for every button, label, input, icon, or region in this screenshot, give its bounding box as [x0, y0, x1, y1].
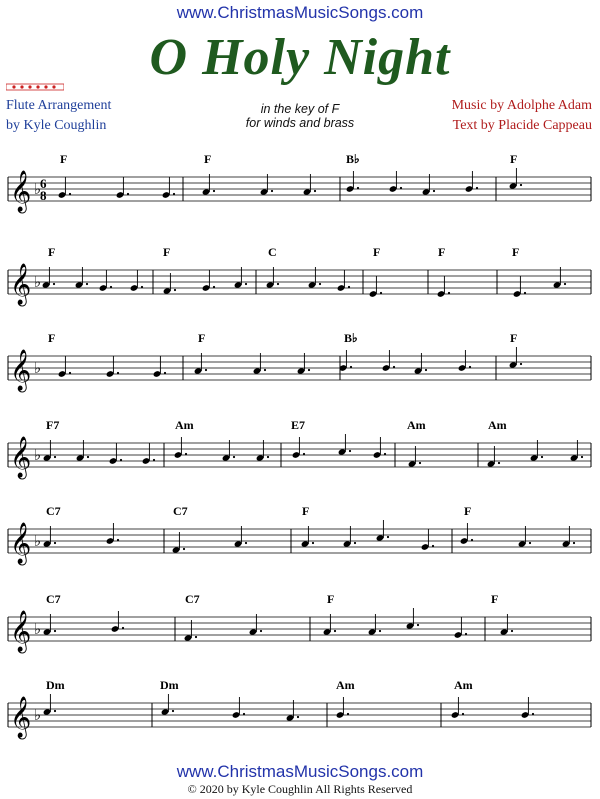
treble-clef-icon: 𝄞: [10, 350, 32, 390]
dot: [245, 283, 247, 285]
dot: [260, 630, 262, 632]
dot: [425, 369, 427, 371]
dot: [471, 539, 473, 541]
chord-symbol: F: [373, 245, 381, 259]
dot: [303, 453, 305, 455]
chord-symbol: C: [268, 245, 277, 259]
treble-clef-icon: 𝄞: [10, 437, 32, 477]
dot: [314, 190, 316, 192]
dot: [205, 369, 207, 371]
chord-symbol: Am: [175, 418, 194, 432]
dot: [349, 450, 351, 452]
dot: [520, 184, 522, 186]
treble-clef-icon: 𝄞: [10, 523, 32, 563]
lyricist-credit: Text by Placide Cappeau: [452, 118, 592, 133]
chord-symbol: F: [464, 504, 472, 518]
dot: [520, 363, 522, 365]
dot: [357, 187, 359, 189]
dot: [465, 633, 467, 635]
chord-symbol: F: [510, 331, 518, 345]
dot: [387, 536, 389, 538]
copyright-notice: © 2020 by Kyle Coughlin All Rights Reserved: [187, 782, 413, 796]
dot: [213, 286, 215, 288]
chord-symbol: B♭: [346, 152, 360, 166]
chord-symbol: F: [327, 592, 335, 606]
key-flat-icon: ♭: [34, 448, 42, 464]
dot: [54, 630, 56, 632]
chord-symbol: Am: [488, 418, 507, 432]
chord-symbol: F: [510, 152, 518, 166]
instrument-note: for winds and brass: [245, 116, 355, 130]
chord-symbol: C7: [46, 504, 61, 518]
dot: [86, 283, 88, 285]
dot: [564, 283, 566, 285]
dot: [498, 462, 500, 464]
dot: [233, 456, 235, 458]
dot: [384, 453, 386, 455]
dot: [348, 286, 350, 288]
dot: [271, 190, 273, 192]
dot: [87, 456, 89, 458]
composer-credit: Music by Adolphe Adam: [451, 98, 592, 113]
dot: [69, 372, 71, 374]
chord-symbol: C7: [185, 592, 200, 606]
dot: [393, 366, 395, 368]
dot: [308, 369, 310, 371]
page-title: O Holy Night: [149, 29, 451, 86]
arrangement-label: Flute Arrangement: [6, 98, 112, 113]
treble-clef-icon: 𝄞: [10, 171, 32, 211]
dot: [541, 456, 543, 458]
treble-clef-icon: 𝄞: [10, 697, 32, 737]
chord-symbol: Dm: [160, 678, 179, 692]
dot: [185, 453, 187, 455]
chord-symbol: F7: [46, 418, 60, 432]
key-flat-icon: ♭: [34, 534, 42, 550]
dot: [400, 187, 402, 189]
dot: [54, 542, 56, 544]
chord-symbol: C7: [173, 504, 188, 518]
dot: [532, 713, 534, 715]
dot: [448, 292, 450, 294]
dot: [245, 542, 247, 544]
time-sig-top: 6: [40, 176, 47, 191]
dot: [277, 283, 279, 285]
site-url-top[interactable]: www.ChristmasMusicSongs.com: [176, 3, 424, 22]
key-flat-icon: ♭: [34, 708, 42, 724]
dot: [183, 548, 185, 550]
dot: [433, 190, 435, 192]
dot: [172, 710, 174, 712]
chord-symbol: Am: [336, 678, 355, 692]
dot: [469, 366, 471, 368]
dot: [213, 190, 215, 192]
chord-symbol: Dm: [46, 678, 65, 692]
chord-symbol: F: [48, 245, 56, 259]
dot: [174, 289, 176, 291]
dot: [581, 456, 583, 458]
key-flat-icon: ♭: [34, 622, 42, 638]
dot: [573, 542, 575, 544]
key-flat-icon: ♭: [34, 361, 42, 377]
dot: [195, 636, 197, 638]
chord-symbol: Am: [407, 418, 426, 432]
dot: [110, 286, 112, 288]
treble-clef-icon: 𝄞: [10, 611, 32, 651]
dot: [120, 459, 122, 461]
dot: [264, 369, 266, 371]
dot: [153, 459, 155, 461]
dot: [267, 456, 269, 458]
dot: [54, 710, 56, 712]
time-sig-bottom: 8: [40, 188, 47, 203]
chord-symbol: F: [302, 504, 310, 518]
dot: [379, 630, 381, 632]
chord-symbol: F: [491, 592, 499, 606]
dot: [511, 630, 513, 632]
chord-symbol: B♭: [344, 331, 358, 345]
dot: [297, 716, 299, 718]
dot: [380, 292, 382, 294]
treble-clef-icon: 𝄞: [10, 264, 32, 304]
dot: [524, 292, 526, 294]
dot: [53, 283, 55, 285]
dot: [117, 372, 119, 374]
dot: [354, 542, 356, 544]
arranger-label: by Kyle Coughlin: [6, 118, 107, 133]
dot: [122, 627, 124, 629]
dot: [117, 539, 119, 541]
dot: [347, 713, 349, 715]
chord-symbol: C7: [46, 592, 61, 606]
chord-symbol: F: [438, 245, 446, 259]
dot: [141, 286, 143, 288]
chord-symbol: Am: [454, 678, 473, 692]
dot: [69, 193, 71, 195]
chord-symbol: F: [198, 331, 206, 345]
chord-symbol: F: [204, 152, 212, 166]
dot: [243, 713, 245, 715]
chord-symbol: F: [163, 245, 171, 259]
key-flat-icon: ♭: [34, 275, 42, 291]
key-note: in the key of F: [260, 102, 340, 116]
dot: [462, 713, 464, 715]
dot: [164, 372, 166, 374]
dot: [350, 366, 352, 368]
dot: [476, 187, 478, 189]
dot: [417, 624, 419, 626]
dot: [529, 542, 531, 544]
dot: [419, 462, 421, 464]
dot: [319, 283, 321, 285]
chord-symbol: F: [512, 245, 520, 259]
chord-symbol: E7: [291, 418, 306, 432]
chord-symbol: F: [60, 152, 68, 166]
dot: [54, 456, 56, 458]
dot: [173, 193, 175, 195]
key-flat-icon: ♭: [34, 182, 42, 198]
dot: [334, 630, 336, 632]
dot: [432, 545, 434, 547]
dot: [312, 542, 314, 544]
dot: [127, 193, 129, 195]
chord-symbol: F: [48, 331, 56, 345]
site-url-bottom[interactable]: www.ChristmasMusicSongs.com: [176, 762, 424, 781]
